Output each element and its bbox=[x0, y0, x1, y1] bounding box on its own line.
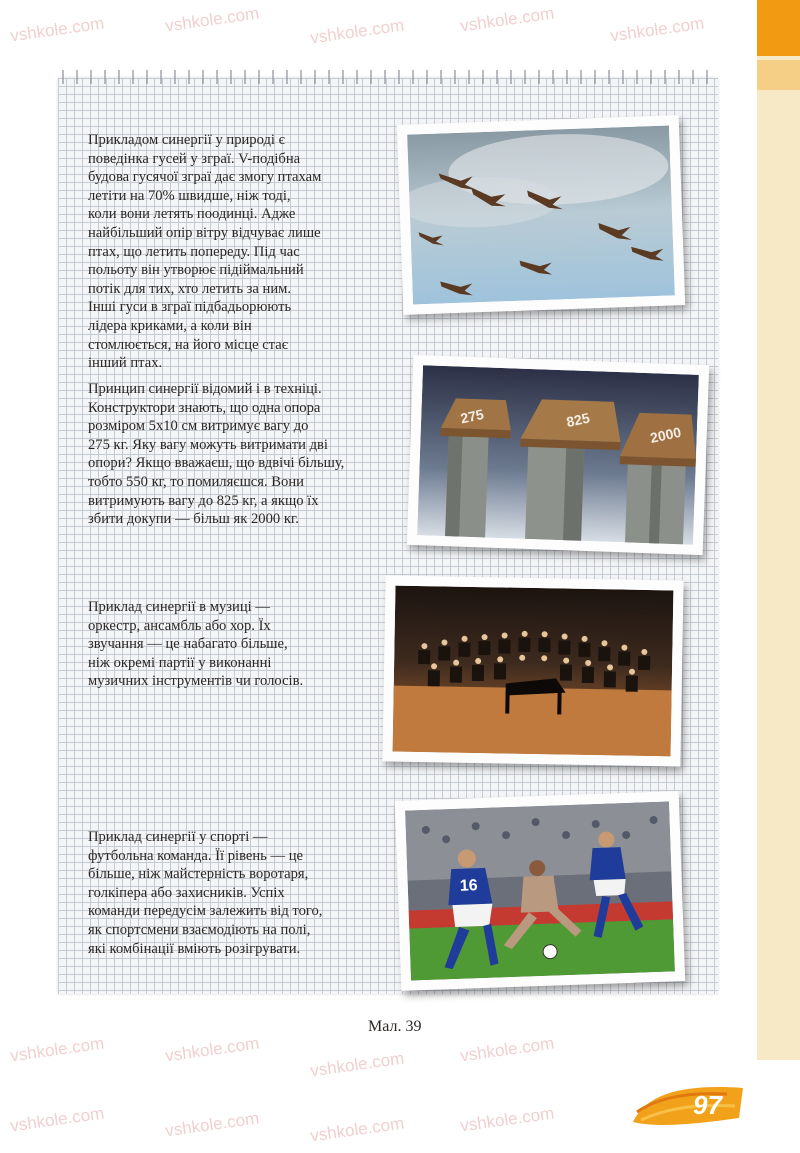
watermark: vshkole.com bbox=[309, 1113, 406, 1146]
photo-geese bbox=[397, 115, 685, 315]
paragraph-music: Приклад синергії в музиці — оркестр, ансамбль або хор. Їх звучання — це набагато більше, ніж окремі партії у виконанні музичних інструментів чи голосів. bbox=[88, 599, 304, 690]
page-number-badge bbox=[627, 1082, 747, 1128]
spiral-binding bbox=[62, 70, 717, 84]
watermark: vshkole.com bbox=[609, 13, 706, 46]
watermark: vshkole.com bbox=[9, 1103, 106, 1136]
side-light-tab bbox=[757, 60, 800, 90]
photo-pillars bbox=[407, 355, 709, 555]
watermark: vshkole.com bbox=[164, 1033, 261, 1066]
side-color-strip bbox=[757, 0, 800, 1060]
paragraph-geese: Прикладом синергії у природі є поведінка гусей у зграї. V-подібна будова гусячої зграї дає змогу птахам летіти на 70% швидше, ніж тоді, коли вони летять поодинці. Адже найбільший опір вітру відчуває лише птах, що летить попереду. Під час польоту він утворює підіймальний потік для тих, хто летить за ним. Інші гуси в зграї підбадьорюють лідера криками, а коли він стомлюється, на його місце стає інший птах. bbox=[88, 132, 322, 372]
pillar-label-three: 2000 bbox=[648, 423, 683, 446]
watermark: vshkole.com bbox=[459, 3, 556, 36]
watermark: vshkole.com bbox=[9, 1033, 106, 1066]
watermark: vshkole.com bbox=[164, 3, 261, 36]
watermark: vshkole.com bbox=[9, 13, 106, 46]
pillar-label-one: 275 bbox=[459, 405, 486, 427]
page-number: 97 bbox=[693, 1090, 722, 1120]
watermark: vshkole.com bbox=[459, 1033, 556, 1066]
paragraph-technique: Принцип синергії відомий і в техніці. Конструктори знають, що одна опора розміром 5х10 см витримує вагу до 275 кг. Яку вагу можуть витримати дві опори? Якщо вважаєш, що вдвічі більшу, тобто 550 кг, то помиляєшся. Вони витримують вагу до 825 кг, а якщо їх збити докупи — більш як 2000 кг. bbox=[88, 381, 345, 528]
paragraph-sport: Приклад синергії у спорті — футбольна команда. Її рівень — це більше, ніж майстерність воротаря, голкіпера або захисників. Успіх команди передусім залежить від того, як спортсмени взаємодіють на полі, які комбінації вміють розігрувати. bbox=[88, 829, 323, 957]
photo-orchestra bbox=[382, 575, 683, 766]
player-number: 16 bbox=[459, 877, 478, 895]
watermark: vshkole.com bbox=[309, 15, 406, 48]
figure-caption: Мал. 39 bbox=[368, 1018, 422, 1035]
watermark: vshkole.com bbox=[164, 1108, 261, 1141]
watermark: vshkole.com bbox=[459, 1103, 556, 1136]
watermark: vshkole.com bbox=[309, 1048, 406, 1081]
photo-football bbox=[395, 791, 685, 991]
pillar-label-two: 825 bbox=[564, 409, 592, 431]
side-orange-tab bbox=[757, 0, 800, 56]
